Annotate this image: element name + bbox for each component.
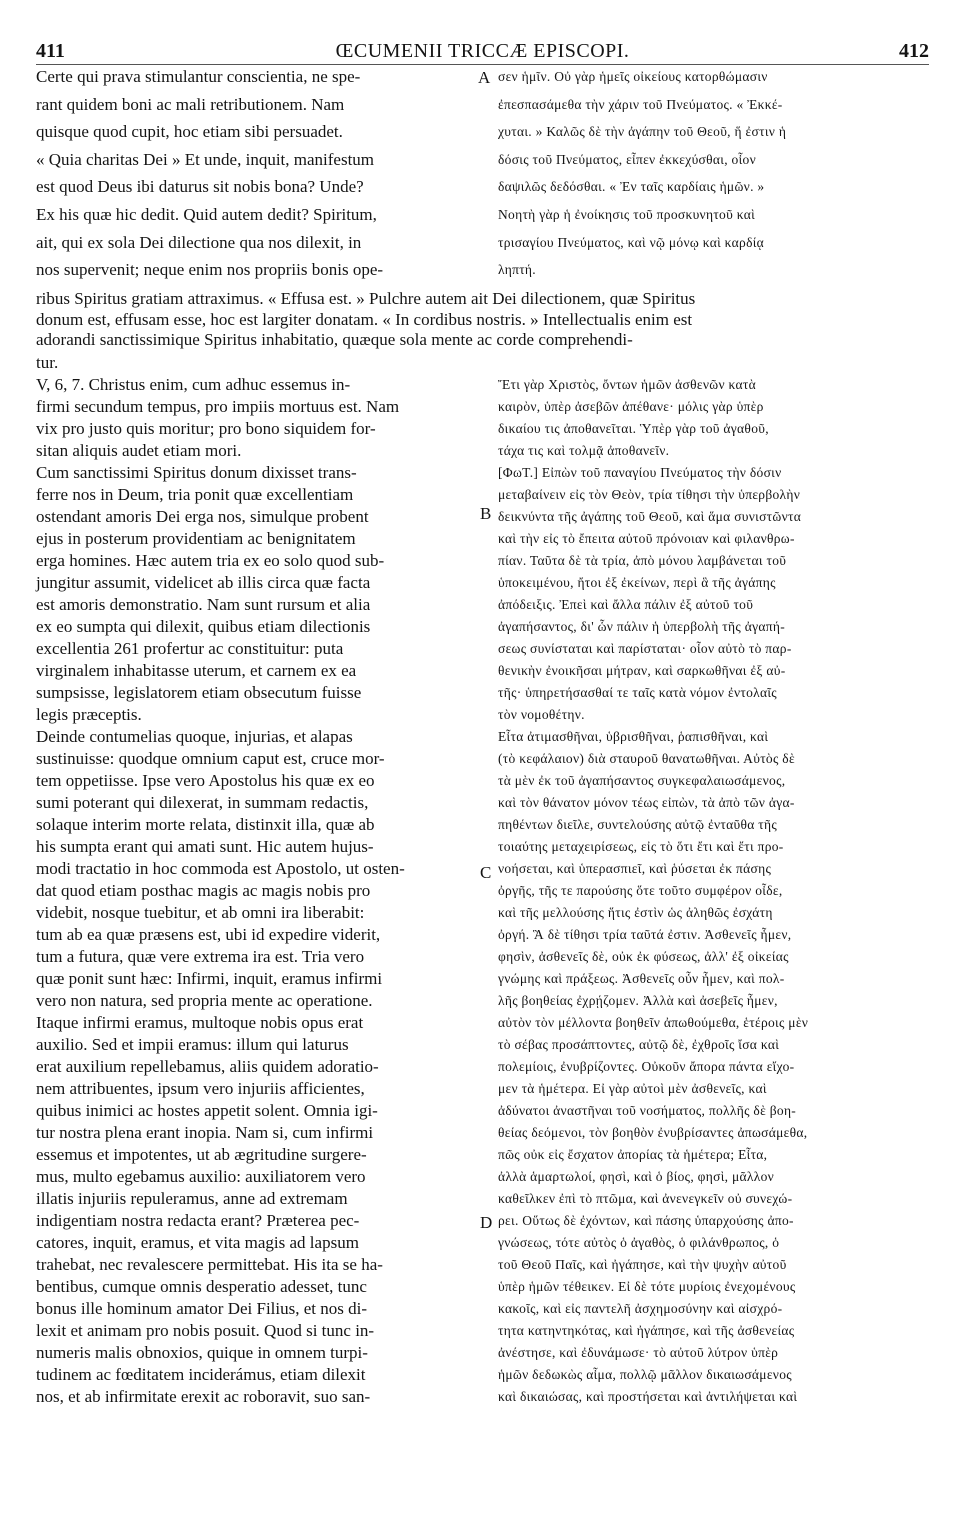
greek-text-line: σεως συνίσταται καὶ παρίσταται· οἷον αὐτὸ τὸ παρ- bbox=[498, 641, 792, 656]
latin-text-line: firmi secundum tempus, pro impiis mortuus est. Nam bbox=[36, 397, 400, 416]
greek-text-line: δόσις τοῦ Πνεύματος, εἶπεν ἐκκεχύσθαι, οἷον bbox=[498, 151, 756, 167]
latin-text-line: excellentia 261 profertur ac constituitur: puta bbox=[36, 639, 344, 658]
latin-text-line: Deinde contumelias quoque, injurias, et alapas bbox=[36, 727, 353, 746]
latin-text-line: tum a futura, quæ vere extrema ira est. Tria vero bbox=[36, 947, 365, 966]
latin-text-line: erga homines. Hæc autem tria ex eo solo quod sub- bbox=[36, 551, 385, 570]
latin-text-line: videbit, nosque tuebitur, et ab omni ira liberabit: bbox=[36, 903, 365, 922]
latin-text-line: Certe qui prava stimulantur conscientia, ne spe- bbox=[36, 67, 361, 86]
latin-text-line: ribus Spiritus gratiam attraximus. « Effusa est. » Pulchre autem ait Dei dilectionem, quæ Spiritus bbox=[36, 289, 696, 308]
latin-text-line: trahebat, nec revalescere permittebat. His ita se ha- bbox=[36, 1255, 383, 1274]
latin-text-line: nem attribuentes, ipsum vero injuriis afficientes, bbox=[36, 1079, 365, 1098]
greek-text-line: (τὸ κεφάλαιον) διὰ σταυροῦ θανατωθῆναι. Αὐτὸς δὲ bbox=[498, 751, 795, 766]
latin-text-line: dat quod etiam posthac magis ac magis nobis pro bbox=[36, 881, 371, 900]
latin-text-line: quæ ponit sunt hæc: Infirmi, inquit, eramus infirmi bbox=[36, 969, 383, 988]
greek-text-line: αὐτὸν τὸν μέλλοντα βοηθεῖν ἀπωθούμεθα, ἑτέροις μὲν bbox=[498, 1015, 809, 1030]
greek-text-line: τὰ μὲν ἐκ τοῦ ἀγαπήσαντος συγκεφαλαιωσάμενος, bbox=[498, 773, 786, 788]
margin-marker-a: A bbox=[478, 68, 491, 87]
latin-text-line: Ex his quæ hic dedit. Quid autem dedit? Spiritum, bbox=[36, 205, 377, 224]
greek-text-line: μεν τὰ ἡμέτερα. Εἰ γὰρ αὐτοὶ μὲν ἀσθενεῖς, καὶ bbox=[498, 1081, 767, 1096]
greek-text-line: καὶ τῆς μελλούσης ἥτις ἐστὶν ὡς ἀληθῶς ἐσχάτη bbox=[498, 905, 773, 920]
latin-text-line: erat auxilium repellebamus, aliis quidem adoratio- bbox=[36, 1057, 379, 1076]
page-number-right: 412 bbox=[899, 40, 929, 62]
greek-text-line: πολεμίοις, ἐνυβρίζοντες. Οὐκοῦν ἄπορα πάντα εἴχο- bbox=[498, 1059, 795, 1074]
page-number-left: 411 bbox=[36, 40, 65, 62]
greek-text-line: τὸ σέβας προσάπτοντες, αὐτῷ δὲ, ἐχθροῖς ἴσα καὶ bbox=[498, 1037, 780, 1052]
latin-text-line: V, 6, 7. Christus enim, cum adhuc essemus in- bbox=[36, 375, 351, 394]
greek-text-line: ὀργῆς, τῆς τε παρούσης ὅτε τοῦτο συμφέρον οἶδε, bbox=[498, 883, 783, 898]
latin-text-line: ejus in posterum providentiam ac benignitatem bbox=[36, 529, 356, 548]
greek-text-line: καιρὸν, ὑπὲρ ἀσεβῶν ἀπέθανε· μόλις γὰρ ὑπὲρ bbox=[498, 399, 764, 414]
greek-text-line: ληπτή. bbox=[498, 262, 536, 278]
greek-text-line: ἀπόδειξις. Ἐπεὶ καὶ ἄλλα πάλιν ἐξ αὐτοῦ τοῦ bbox=[498, 597, 754, 612]
greek-text-line: καὶ δικαιώσας, καὶ προστήσεται καὶ ἀντιλήψεται καὶ bbox=[498, 1389, 798, 1404]
latin-text-line: mus, multo egebamus auxilio: auxiliatorem vero bbox=[36, 1167, 366, 1186]
latin-text-line: adorandi sanctissimique Spiritus inhabitatio, quæque sola mente ac corde comprehendi- bbox=[36, 330, 633, 349]
latin-text-line: Cum sanctissimi Spiritus donum dixisset trans- bbox=[36, 463, 357, 482]
greek-text-line: ἀγαπήσαντος, δι' ὧν πάλιν ἡ ὑπερβολὴ τῆς ἀγαπή- bbox=[498, 619, 785, 634]
latin-text-line: est quod Deus ibi daturus sit nobis bona? Unde? bbox=[36, 177, 364, 197]
greek-text-line: τητα κατηντηκότας, καὶ ἠγάπησε, καὶ τῆς ἀσθενείας bbox=[498, 1323, 795, 1338]
latin-text-line: catores, inquit, eramus, et vita magis ad lapsum bbox=[36, 1233, 359, 1252]
greek-text-line: δαψιλῶς δεδόσθαι. « Ἐν ταῖς καρδίαις ἡμῶν. » bbox=[498, 179, 765, 195]
latin-text-line: nos supervenit; neque enim nos propriis bonis ope- bbox=[36, 260, 384, 280]
greek-text-line: ὑπὲρ ἡμῶν τέθεικεν. Εἰ δὲ τότε μυρίοις ἐνεχομένους bbox=[498, 1279, 796, 1294]
latin-text-line: ait, qui ex sola Dei dilectione qua nos dilexit, in bbox=[36, 232, 362, 252]
latin-text-line: solaque interim morte relata, distinxit illa, quæ ab bbox=[36, 815, 375, 834]
greek-text-line: φησὶν, ἀσθενεῖς δὲ, οὐκ ἐκ φύσεως, ἀλλ' ἐξ οἰκείας bbox=[498, 949, 789, 964]
greek-column-main bbox=[498, 353, 930, 1433]
latin-full-width-lines bbox=[36, 289, 929, 349]
latin-text-line: donum est, effusam esse, hoc est largiter donatam. « In cordibus nostris. » Intellectualis enim est bbox=[36, 309, 693, 329]
latin-text-line: auxilio. Sed et impii eramus: illum qui laturus bbox=[36, 1035, 349, 1054]
greek-text-line: [ΦωΤ.] Εἰπὼν τοῦ παναγίου Πνεύματος τὴν δόσιν bbox=[498, 465, 782, 480]
greek-text-line: τοῦ Θεοῦ Παῖς, καὶ ἠγάπησε, καὶ τὴν ψυχὴν αὐτοῦ bbox=[498, 1257, 787, 1272]
latin-text-line: sustinuisse: quodque omnium caput est, cruce mor- bbox=[36, 749, 385, 768]
greek-text-line: χυται. » Καλῶς δὲ τὴν ἀγάπην τοῦ Θεοῦ, ἥ ἐστιν ἡ bbox=[498, 124, 787, 140]
latin-text-line: quisque quod cupit, hoc etiam sibi persuadet. bbox=[36, 122, 343, 142]
latin-text-line: ex eo sumpta qui dilexit, quibus etiam dilectionis bbox=[36, 617, 371, 636]
latin-text-line: tur nostra plena erant inopia. Nam si, cum infirmi bbox=[36, 1123, 374, 1142]
latin-text-line: vix pro justo quis moritur; pro bono siquidem for- bbox=[36, 419, 376, 438]
latin-text-line: legis præceptis. bbox=[36, 705, 142, 724]
greek-text-line: καὶ τὸν θάνατον μόνον τέως εἰπὼν, τὰ ἀπὸ τῶν ἀγα- bbox=[498, 795, 795, 810]
latin-text-line: essemus et impotentes, ut ab ægritudine surgere- bbox=[36, 1145, 367, 1164]
greek-text-line: ἀδύνατοι ἀναστῆναι τοῦ νοσήματος, πολλῆς δὲ βοη- bbox=[498, 1103, 797, 1118]
latin-text-line: his sumpta erant qui amati sunt. Hic autem hujus- bbox=[36, 837, 374, 856]
latin-text-line: bonus ille hominum amator Dei Filius, et nos di- bbox=[36, 1299, 368, 1318]
latin-text-line: virginalem inhabitasse uterum, et carnem ex ea bbox=[36, 661, 357, 680]
greek-column-top bbox=[498, 67, 930, 289]
latin-text-line: bentibus, cumque omnis desperatio adesset, tunc bbox=[36, 1277, 367, 1296]
greek-text-line: ἀνέστησε, καὶ ἐδυνάμωσε· τὸ αὐτοῦ λύτρον ὑπὲρ bbox=[498, 1345, 779, 1360]
latin-text-line: ostendant amoris Dei erga nos, simulque probent bbox=[36, 507, 369, 526]
greek-text-line: τρισαγίου Πνεύματος, καὶ νῷ μόνῳ καὶ καρδίᾳ bbox=[498, 234, 765, 250]
greek-text-line: θείας δεόμενοι, τὸν βοηθὸν ἐνυβρίσαντες ἀπωσάμεθα, bbox=[498, 1125, 808, 1140]
greek-text-line: γνώσεως, τότε αὐτὸς ὁ ἀγαθὸς, ὁ φιλάνθρωπος, ὁ bbox=[498, 1235, 780, 1250]
greek-text-line: τὸν νομοθέτην. bbox=[498, 707, 585, 722]
greek-text-line: σεν ἡμῖν. Οὐ γὰρ ἡμεῖς οἰκείους κατορθώμασιν bbox=[498, 69, 768, 84]
latin-text-line: quibus inimici ac hostes appetit solent. Omnia igi- bbox=[36, 1101, 378, 1120]
margin-marker-d: D bbox=[480, 1213, 493, 1232]
greek-text-line: δεικνύντα τῆς ἀγάπης τοῦ Θεοῦ, καὶ ἅμα συνιστῶντα bbox=[498, 509, 802, 524]
margin-marker-c: C bbox=[480, 863, 492, 882]
latin-text-line: tem oppetiisse. Ipse vero Apostolus his quæ ex eo bbox=[36, 771, 375, 790]
greek-text-line: καθεῖλκεν ἐπὶ τὸ πτῶμα, καὶ ἀνενεγκεῖν οὐ συνεχώ- bbox=[498, 1191, 793, 1206]
greek-text-line: τάχα τις καὶ τολμᾷ ἀποθανεῖν. bbox=[498, 443, 670, 458]
latin-text-line: vero non natura, sed propria mente ac operatione. bbox=[36, 991, 373, 1010]
greek-text-line: ὑποκειμένου, ἤτοι ἐξ ἐκείνων, περὶ ἃ τῆς ἀγάπης bbox=[498, 575, 776, 590]
latin-text-line: sumpsisse, legislatorem etiam obsecutum fuisse bbox=[36, 683, 362, 702]
greek-text-line: κακοῖς, καὶ εἰς παντελῆ ἀσχημοσύνην καὶ αἰσχρό- bbox=[498, 1301, 783, 1316]
greek-text-line: νοήσεται, καὶ ὑπερασπιεῖ, καὶ ῥύσεται ἐκ πάσης bbox=[498, 861, 772, 876]
latin-text-line: jungitur assumit, videlicet ab illis circa quæ facta bbox=[36, 573, 371, 592]
greek-text-line: μεταβαίνειν εἰς τὸν Θεὸν, τρία τίθησι τὴν ὑπερβολὴν bbox=[498, 487, 801, 502]
latin-text-line: rant quidem boni ac mali retributionem. Nam bbox=[36, 94, 345, 114]
latin-text-line: indigentiam nostra redacta erant? Præterea pec- bbox=[36, 1211, 360, 1230]
latin-text-line: illatis injuriis repuleramus, anne ad extremam bbox=[36, 1189, 348, 1208]
latin-text-line: « Quia charitas Dei » Et unde, inquit, manifestum bbox=[36, 149, 375, 169]
latin-column-main bbox=[36, 353, 476, 1433]
greek-text-line: πηθέντων διεῖλε, συντελούσης αὐτῷ ἐνταῦθα τῆς bbox=[498, 817, 778, 832]
greek-text-line: γνώμης καὶ πράξεως. Ἀσθενεῖς οὖν ἦμεν, καὶ πολ- bbox=[498, 971, 785, 986]
greek-text-line: Νοητὴ γὰρ ἡ ἐνοίκησις τοῦ προσκυνητοῦ καὶ bbox=[498, 207, 756, 222]
greek-text-line: δικαίου τις ἀποθανεῖται. Ὑπὲρ γὰρ τοῦ ἀγαθοῦ, bbox=[498, 421, 769, 436]
latin-text-line: lexit et animam pro nobis posuit. Quod si tunc in- bbox=[36, 1321, 375, 1340]
latin-text-line: tum ab ea quæ præsens est, ubi id expedire viderit, bbox=[36, 925, 381, 944]
latin-text-line: sumi poterant qui dilexerat, in summam redactis, bbox=[36, 793, 369, 812]
greek-text-line: καὶ τὴν εἰς τὸ ἔπειτα αὐτοῦ πρόνοιαν καὶ φιλανθρω- bbox=[498, 531, 795, 546]
greek-text-line: Ἔτι γὰρ Χριστὸς, ὄντων ἡμῶν ἀσθενῶν κατὰ bbox=[498, 377, 756, 392]
greek-text-line: θενικὴν ἐνοικῆσαι μήτραν, καὶ σαρκωθῆναι ἐξ αὐ- bbox=[498, 663, 786, 678]
greek-text-line: ἐπεσπασάμεθα τὴν χάριν τοῦ Πνεύματος. « Ἐκκέ- bbox=[498, 96, 783, 112]
latin-text-line: tur. bbox=[36, 353, 59, 372]
latin-text-line: tudinem ac fœditatem inciderámus, etiam dilexit bbox=[36, 1365, 366, 1384]
greek-text-line: λῆς βοηθείας ἐχρῄζομεν. Ἀλλὰ καὶ ἀσεβεῖς ἦμεν, bbox=[498, 993, 778, 1008]
latin-text-line: Itaque infirmi eramus, multoque nobis opus erat bbox=[36, 1013, 364, 1032]
greek-text-line: ρει. Οὕτως δὲ ἐχόντων, καὶ πάσης ὑπαρχούσης ἀπο- bbox=[498, 1213, 794, 1228]
greek-text-line: ἡμῶν δεδωκὼς αἷμα, πολλῷ μᾶλλον δικαιωσάμενος bbox=[498, 1367, 792, 1382]
latin-text-line: est amoris demonstratio. Nam sunt rursum et alia bbox=[36, 595, 371, 614]
latin-text-line: sitan aliquis audet etiam mori. bbox=[36, 441, 242, 460]
margin-marker-b: B bbox=[480, 504, 492, 523]
latin-column-top bbox=[36, 67, 476, 289]
greek-text-line: Εἶτα ἀτιμασθῆναι, ὑβρισθῆναι, ῥαπισθῆναι, καὶ bbox=[498, 729, 769, 744]
greek-text-line: τῆς· ὑπηρετήσασθαί τε ταῖς κατὰ νόμον ἐντολαῖς bbox=[498, 685, 777, 700]
latin-text-line: modi tractatio in hoc commoda est Apostolo, ut osten- bbox=[36, 859, 405, 878]
greek-text-line: τοιαύτης μεταχειρίσεως, εἰς τὸ ὅτι ἔτι καὶ ἔτι προ- bbox=[498, 839, 784, 854]
latin-text-line: ferre nos in Deum, tria ponit quæ excellentiam bbox=[36, 485, 354, 504]
page-header bbox=[36, 40, 929, 65]
greek-text-line: ὀργή. Ἃ δὲ τίθησι τρία ταῦτά ἐστιν. Ἀσθενεῖς ἦμεν, bbox=[498, 927, 792, 942]
greek-text-line: πῶς οὐκ εἰς ἔσχατον ἀπορίας τὰ ἡμέτερα; Εἶτα, bbox=[498, 1147, 768, 1162]
greek-text-line: πίαν. Ταῦτα δὲ τὰ τρία, ἀπὸ μόνου λαμβάνεται τοῦ bbox=[498, 553, 787, 568]
greek-text-line: ἀλλὰ ἁμαρτωλοί, φησὶ, καὶ ὁ βίος, φησὶ, μᾶλλον bbox=[498, 1169, 775, 1184]
latin-text-line: nos, et ab infirmitate erexit ac roboravit, suo san- bbox=[36, 1387, 371, 1406]
latin-text-line: numeris malis obnoxios, quique in omnem turpi- bbox=[36, 1343, 368, 1362]
running-title: ŒCUMENII TRICCÆ EPISCOPI. bbox=[335, 40, 630, 62]
